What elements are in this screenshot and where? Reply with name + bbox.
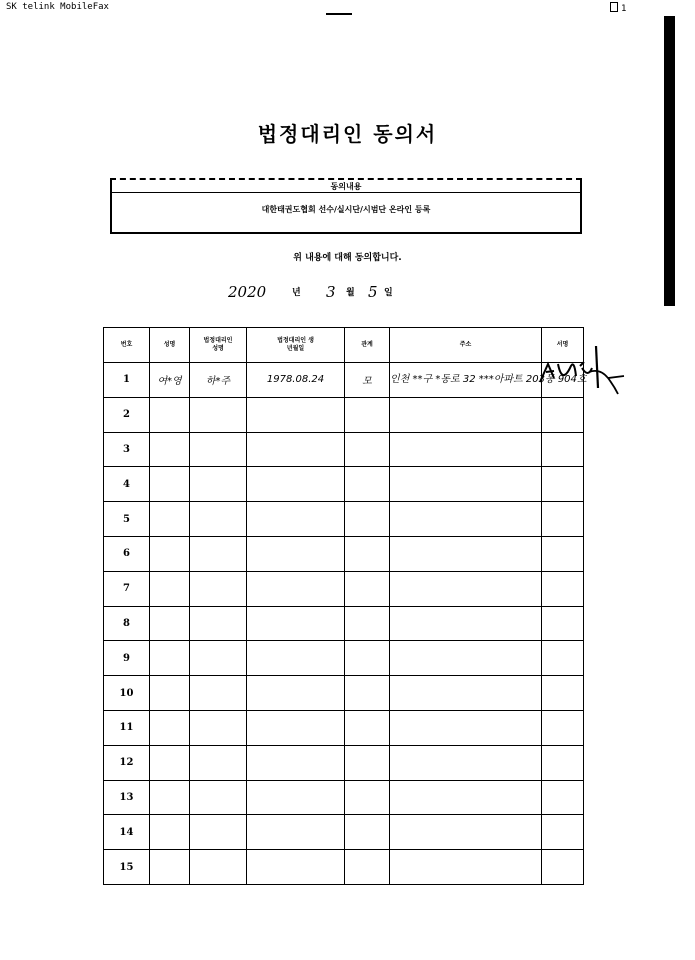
row-guardian-birth [247,850,345,885]
consent-label: 동의내용 [330,182,362,191]
top-divider [326,13,352,15]
row-relation [345,815,390,850]
row-guardian-name [190,710,247,745]
row-number: 8 [104,606,150,641]
fax-header: SK telink MobileFax [6,2,109,12]
row-name [150,745,190,780]
row-signature [542,780,584,815]
row-guardian-name: 하*주 [190,363,247,398]
row-address [390,850,542,885]
row-relation [345,850,390,885]
row-signature [542,815,584,850]
row-number: 15 [104,850,150,885]
row-address: 인천 **구 *동로 32 ***아파트 203동 904호 [390,363,542,398]
row-address [390,815,542,850]
fax-page-number [610,2,626,14]
row-signature [542,850,584,885]
row-relation [345,571,390,606]
signed-date [228,283,393,301]
table-row [104,745,584,780]
row-guardian-birth [247,815,345,850]
row-address [390,467,542,502]
row-number: 3 [104,432,150,467]
table-row [104,641,584,676]
row-name [150,606,190,641]
row-name: 여*영 [150,363,190,398]
row-signature [542,432,584,467]
row-number: 6 [104,536,150,571]
row-relation [345,536,390,571]
row-guardian-name [190,780,247,815]
row-relation [345,780,390,815]
handwritten-signature [534,338,634,398]
row-number: 5 [104,502,150,537]
row-guardian-birth [247,745,345,780]
row-number: 7 [104,571,150,606]
row-name [150,571,190,606]
header-signature: 서명 [542,328,584,363]
row-relation [345,745,390,780]
row-guardian-birth [247,780,345,815]
row-name [150,467,190,502]
consent-divider [112,192,580,193]
row-guardian-birth [247,571,345,606]
row-number: 11 [104,710,150,745]
row-name [150,397,190,432]
row-address [390,745,542,780]
table-row [104,606,584,641]
header-guardian-name: 법정대리인 성명 [190,328,247,363]
row-guardian-name [190,467,247,502]
row-name [150,710,190,745]
row-address [390,571,542,606]
row-address [390,676,542,711]
agree-statement: 위 내용에 대해 동의합니다. [293,253,402,263]
table-row [104,780,584,815]
row-address [390,502,542,537]
row-guardian-name [190,502,247,537]
row-name [150,850,190,885]
row-guardian-birth: 1978.08.24 [247,363,345,398]
date-year: 2020 [228,283,267,301]
row-number: 13 [104,780,150,815]
row-guardian-birth [247,467,345,502]
date-day-unit: 일 [384,288,393,298]
row-guardian-name [190,606,247,641]
row-number: 14 [104,815,150,850]
row-guardian-name [190,571,247,606]
row-guardian-birth [247,432,345,467]
table-header-row [104,328,584,363]
page-icon [610,2,618,12]
row-name [150,536,190,571]
date-year-unit: 년 [292,288,301,298]
row-name [150,780,190,815]
table-row [104,710,584,745]
row-relation [345,676,390,711]
table-row [104,502,584,537]
row-address [390,641,542,676]
row-number: 10 [104,676,150,711]
header-name: 성명 [150,328,190,363]
row-number: 1 [104,363,150,398]
row-relation [345,432,390,467]
row-guardian-birth [247,502,345,537]
row-number: 9 [104,641,150,676]
row-guardian-name [190,850,247,885]
table-row [104,850,584,885]
consent-content: 대한태권도협회 선수/실시단/시범단 온라인 등록 [261,205,431,214]
row-address [390,397,542,432]
date-month: 3 [326,283,336,301]
date-month-unit: 월 [346,288,355,298]
row-guardian-name [190,676,247,711]
row-relation [345,606,390,641]
table-row [104,571,584,606]
table-row [104,676,584,711]
row-signature [542,467,584,502]
row-address [390,432,542,467]
row-relation: 모 [345,363,390,398]
row-signature [542,676,584,711]
row-relation [345,502,390,537]
row-guardian-birth [247,676,345,711]
header-guardian-birth: 법정대리인 생년월일 [247,328,345,363]
row-signature [542,710,584,745]
row-name [150,815,190,850]
row-guardian-name [190,536,247,571]
table-row [104,363,584,398]
row-signature [542,641,584,676]
row-relation [345,467,390,502]
row-address [390,536,542,571]
row-name [150,641,190,676]
row-signature [542,502,584,537]
header-address: 주소 [390,328,542,363]
table-row [104,397,584,432]
guardian-table [103,327,587,885]
row-signature [542,606,584,641]
row-guardian-birth [247,710,345,745]
header-no: 번호 [104,328,150,363]
row-address [390,606,542,641]
consent-box [110,178,582,234]
row-address [390,710,542,745]
row-address [390,780,542,815]
row-name [150,432,190,467]
row-relation [345,397,390,432]
table-row [104,815,584,850]
row-signature [542,571,584,606]
row-name [150,676,190,711]
row-guardian-name [190,432,247,467]
row-signature [542,397,584,432]
document-title: 법정대리인 동의서 [257,122,438,146]
table-row [104,467,584,502]
row-guardian-birth [247,641,345,676]
table-row [104,536,584,571]
row-number: 12 [104,745,150,780]
row-guardian-birth [247,536,345,571]
page-number-text: 1 [621,4,627,14]
row-name [150,502,190,537]
row-number: 2 [104,397,150,432]
row-number: 4 [104,467,150,502]
row-guardian-birth [247,397,345,432]
row-guardian-birth [247,606,345,641]
table-row [104,432,584,467]
row-guardian-name [190,815,247,850]
row-signature [542,536,584,571]
row-relation [345,641,390,676]
date-day: 5 [368,283,378,301]
row-signature [542,745,584,780]
header-relation: 관계 [345,328,390,363]
row-guardian-name [190,397,247,432]
row-guardian-name [190,641,247,676]
row-guardian-name [190,745,247,780]
row-relation [345,710,390,745]
